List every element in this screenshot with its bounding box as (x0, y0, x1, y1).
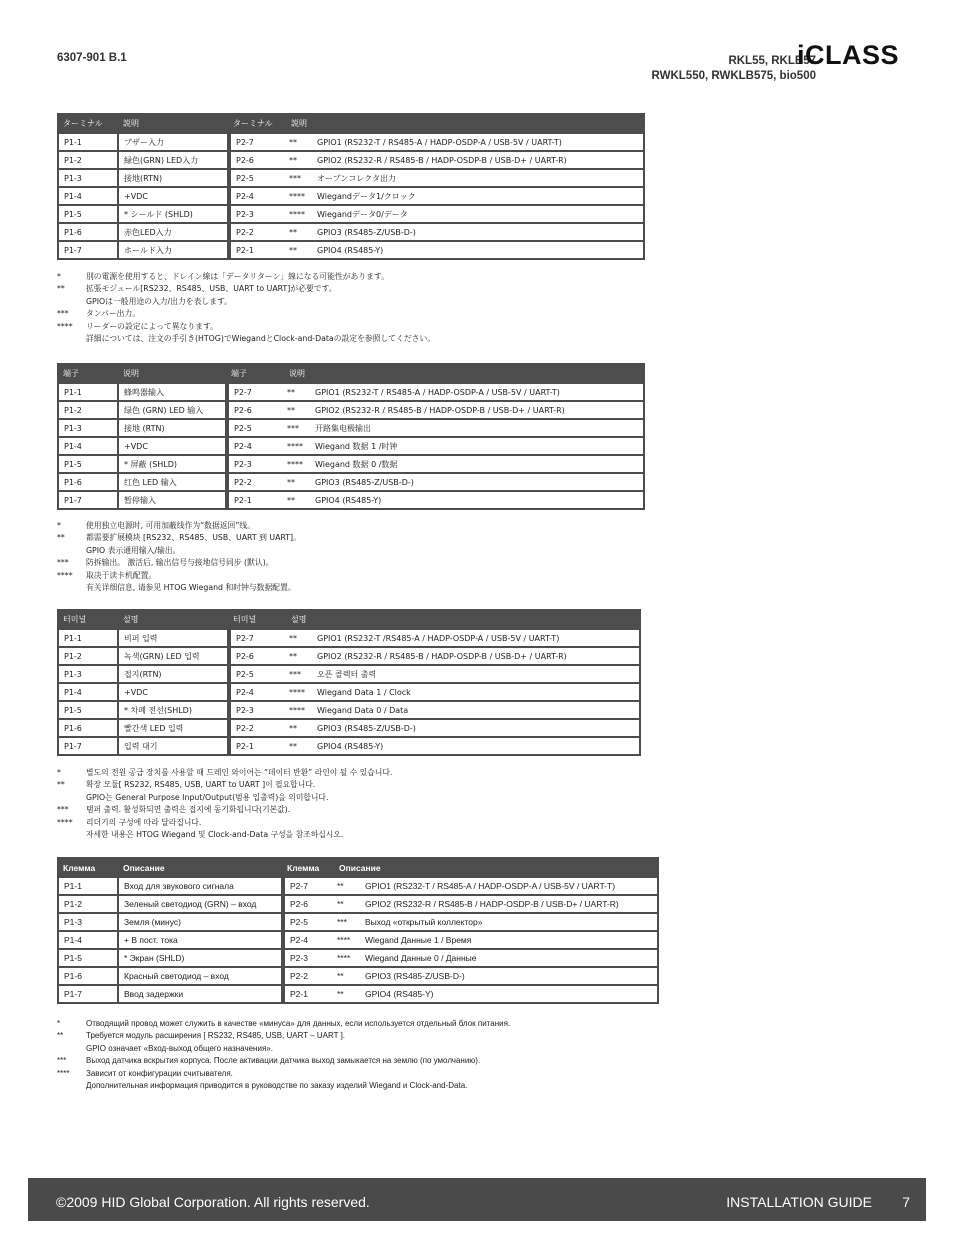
note-marker-cell: *** (283, 420, 305, 438)
model-line-2: RWKL550, RWKLB575, bio500 (651, 70, 816, 82)
table-row (57, 188, 645, 206)
note-marker-cell: **** (333, 932, 355, 950)
doc-id: 6307-901 B.1 (57, 52, 127, 64)
terminal-cell: P2-3 (225, 456, 283, 474)
terminal-cell: P1-2 (57, 896, 117, 914)
description-cell: 接地(RTN) (117, 170, 227, 188)
description-cell: 오픈 콜렉터 출력 (307, 666, 641, 684)
footnote-marker: **** (57, 817, 73, 827)
terminal-cell: P1-2 (57, 648, 117, 666)
terminal-cell: P1-1 (57, 134, 117, 152)
footnote (57, 271, 435, 283)
note-marker-cell: ** (333, 878, 355, 896)
column-header: Описание (339, 862, 381, 873)
footnote (57, 532, 301, 544)
description-cell: * 屏蔽 (SHLD) (117, 456, 225, 474)
terminal-cell: P1-2 (57, 152, 117, 170)
terminal-cell: P2-2 (281, 968, 333, 986)
guide-title: INSTALLATION GUIDE (726, 1194, 872, 1210)
description-cell: Wiegandデータ1/クロック (307, 188, 645, 206)
footnote-text: 詳細については、注文の手引き(HTOG)でWiegandとClock-and-Dataの設定を参照してください。 (86, 334, 436, 344)
footnote-text: Дополнительная информация приводится в руководстве по заказу изделий Wiegand и Clock-and-Data. (86, 1081, 468, 1091)
note-marker-cell: ** (285, 648, 307, 666)
footnote-text: Требуется модуль расширения [ RS232, RS485, USB, UART – UART ]. (86, 1031, 346, 1041)
table-row (57, 684, 641, 702)
model-line-1: RKL55, RKLB57 (728, 55, 816, 67)
footnote-marker: *** (57, 558, 69, 568)
terminal-cell: P2-1 (227, 738, 285, 756)
terminal-table-ko (57, 609, 641, 756)
terminal-cell: P1-7 (57, 242, 117, 260)
footnote (57, 817, 392, 829)
footnote (57, 1018, 510, 1030)
terminal-cell: P1-1 (57, 878, 117, 896)
footnote (57, 1068, 510, 1080)
table-header-row (57, 609, 641, 630)
footnote-marker: *** (57, 805, 69, 815)
note-marker-cell: ** (283, 402, 305, 420)
terminal-cell: P1-3 (57, 170, 117, 188)
table-row (57, 630, 641, 648)
footnote-marker: ** (57, 780, 65, 790)
description-cell: + В пост. тока (117, 932, 281, 950)
note-marker-cell: ** (285, 152, 307, 170)
terminal-cell: P2-5 (227, 170, 285, 188)
table-row (57, 402, 645, 420)
description-cell: GPIO2 (RS232-R / RS485-B / HADP-OSDP-B / USB-D+ / UART-R) (307, 648, 641, 666)
footnote-marker: **** (57, 570, 73, 580)
note-marker-cell: **** (283, 438, 305, 456)
description-cell: 녹색(GRN) LED 입력 (117, 648, 227, 666)
footnote-marker: *** (57, 309, 69, 319)
table-row (57, 242, 645, 260)
footnote (57, 582, 301, 594)
page-footer (28, 1178, 926, 1221)
terminal-cell: P1-7 (57, 492, 117, 510)
footnote-text: GPIO 表示通用输入/输出。 (86, 545, 181, 555)
footnote-text: 都需要扩展模块 [RS232、RS485、USB、UART 到 UART]。 (86, 533, 301, 543)
terminal-cell: P1-6 (57, 474, 117, 492)
footnote-marker (57, 1080, 86, 1092)
description-cell: ブザー入力 (117, 134, 227, 152)
description-cell: 红色 LED 输入 (117, 474, 225, 492)
table-row (57, 152, 645, 170)
terminal-cell: P2-2 (225, 474, 283, 492)
description-cell: * 차폐 전선(SHLD) (117, 702, 227, 720)
note-marker-cell: ** (333, 896, 355, 914)
description-cell: 蜂鸣器输入 (117, 384, 225, 402)
column-header: Клемма (63, 862, 96, 873)
footnote (57, 767, 392, 779)
footnote-text: 別の電源を使用すると、ドレイン線は「データリターン」線になる可能性があります。 (86, 272, 389, 281)
description-cell: ホールド入力 (117, 242, 227, 260)
table-row (57, 206, 645, 224)
terminal-cell: P2-4 (227, 684, 285, 702)
footnote-marker (57, 333, 86, 345)
footnote (57, 1030, 510, 1042)
column-header: 설명 (123, 615, 139, 624)
description-cell: Wiegand Data 1 / Clock (307, 684, 641, 702)
footnote-marker (57, 1043, 86, 1055)
table-header-row (57, 363, 645, 384)
description-cell: GPIO3 (RS485-Z/USB-D-) (307, 720, 641, 738)
footnote-marker: * (57, 1019, 61, 1028)
description-cell: GPIO1 (RS232-T /RS485-A / HADP-OSDP-A / USB-5V / UART-T) (307, 630, 641, 648)
description-cell: 빨간색 LED 입력 (117, 720, 227, 738)
terminal-cell: P2-4 (281, 932, 333, 950)
description-cell: Wiegand Данные 0 / Данные (355, 950, 659, 968)
description-cell: Выход «открытый коллектор» (355, 914, 659, 932)
note-marker-cell: ** (285, 224, 307, 242)
terminal-cell: P1-7 (57, 738, 117, 756)
footnote-text: Отводящий провод может служить в качестве «минуса» для данных, если используется отдельный блок питания. (86, 1019, 511, 1028)
footnote (57, 1080, 510, 1092)
footnote (57, 804, 392, 816)
terminal-cell: P1-3 (57, 914, 117, 932)
footnote-marker (57, 829, 86, 841)
note-marker-cell: ** (285, 630, 307, 648)
footnote (57, 1055, 510, 1067)
terminal-cell: P2-3 (227, 206, 285, 224)
description-cell: GPIO4 (RS485-Y) (307, 738, 641, 756)
table-row (57, 896, 659, 914)
description-cell: 接地 (RTN) (117, 420, 225, 438)
footnote (57, 296, 435, 308)
footnote-text: 자세한 내용은 HTOG Wiegand 및 Clock-and-Data 구성을 참조하십시오. (86, 830, 344, 840)
terminal-cell: P1-5 (57, 950, 117, 968)
footnote-marker: **** (57, 1068, 70, 1078)
table-row (57, 986, 659, 1004)
terminal-cell: P1-5 (57, 206, 117, 224)
terminal-table-ru (57, 857, 659, 1004)
column-header: 説明 (291, 119, 307, 128)
footnote-marker: ** (57, 533, 65, 543)
description-cell: +VDC (117, 684, 227, 702)
terminal-cell: P2-5 (225, 420, 283, 438)
terminal-cell: P1-5 (57, 702, 117, 720)
terminal-cell: P2-6 (281, 896, 333, 914)
footnote-text: 탬퍼 출력. 활성화되면 출력은 접지에 동기화됩니다(기본값). (86, 805, 291, 815)
description-cell: Ввод задержки (117, 986, 281, 1004)
description-cell: +VDC (117, 438, 225, 456)
description-cell: 비퍼 입력 (117, 630, 227, 648)
terminal-cell: P1-6 (57, 720, 117, 738)
description-cell: GPIO2 (RS232-R / RS485-B / HADP-OSDP-B / USB-D+ / UART-R) (307, 152, 645, 170)
terminal-cell: P1-3 (57, 666, 117, 684)
note-marker-cell: **** (285, 702, 307, 720)
footnotes-ja (57, 271, 435, 345)
description-cell: 입력 대기 (117, 738, 227, 756)
footnote-text: 리더기의 구성에 따라 달라집니다. (86, 817, 202, 827)
footnote (57, 333, 435, 345)
footnote-marker (57, 545, 86, 557)
footnote (57, 520, 301, 532)
page-number: 7 (902, 1194, 910, 1210)
terminal-cell: P1-4 (57, 438, 117, 456)
column-header: 터미널 (233, 615, 257, 624)
note-marker-cell: **** (285, 188, 307, 206)
table-row (57, 492, 645, 510)
description-cell: Wiegand 数据 1 /时钟 (305, 438, 645, 456)
terminal-cell: P2-7 (281, 878, 333, 896)
note-marker-cell: ** (283, 492, 305, 510)
terminal-cell: P2-2 (227, 720, 285, 738)
description-cell: Wiegandデータ0/データ (307, 206, 645, 224)
terminal-cell: P2-5 (227, 666, 285, 684)
description-cell: GPIO1 (RS232-T / RS485-A / HADP-OSDP-A / USB-5V / UART-T) (307, 134, 645, 152)
footnote-marker: *** (57, 1056, 67, 1066)
table-header-row (57, 857, 659, 878)
footnote (57, 308, 435, 320)
terminal-cell: P2-6 (227, 152, 285, 170)
footnote-text: 별도의 전원 공급 장치를 사용할 때 드레인 와이어는 “데이터 반환” 라인이 될 수 있습니다. (86, 768, 393, 777)
description-cell: GPIO4 (RS485-Y) (307, 242, 645, 260)
description-cell: Wiegand Data 0 / Data (307, 702, 641, 720)
footnote-text: GPIO는 General Purpose Input/Output(범용 입출력)을 의미합니다. (86, 792, 329, 802)
terminal-cell: P2-7 (227, 134, 285, 152)
table-row (57, 702, 641, 720)
footnote (57, 792, 392, 804)
table-row (57, 224, 645, 242)
note-marker-cell: ** (285, 738, 307, 756)
terminal-cell: P2-1 (227, 242, 285, 260)
terminal-cell: P1-2 (57, 402, 117, 420)
table-row (57, 474, 645, 492)
description-cell: Зеленый светодиод (GRN) – вход (117, 896, 281, 914)
table-row (57, 384, 645, 402)
column-header: ターミナル (63, 119, 103, 128)
description-cell: 绿色 (GRN) LED 输入 (117, 402, 225, 420)
description-cell: +VDC (117, 188, 227, 206)
column-header: 설명 (291, 615, 307, 624)
terminal-cell: P1-1 (57, 630, 117, 648)
footnote (57, 829, 392, 841)
terminal-cell: P2-1 (225, 492, 283, 510)
column-header: ターミナル (233, 119, 273, 128)
note-marker-cell: **** (283, 456, 305, 474)
description-cell: * Экран (SHLD) (117, 950, 281, 968)
footnote-text: リーダーの設定によって異なります。 (86, 321, 218, 331)
terminal-cell: P2-6 (225, 402, 283, 420)
terminal-cell: P2-5 (281, 914, 333, 932)
description-cell: GPIO2 (RS232-R / RS485-B / HADP-OSDP-B / USB-D+ / UART-R) (355, 896, 659, 914)
description-cell: 緑色(GRN) LED入力 (117, 152, 227, 170)
description-cell: Земля (минус) (117, 914, 281, 932)
description-cell: GPIO3 (RS485-Z/USB-D-) (307, 224, 645, 242)
terminal-cell: P1-1 (57, 384, 117, 402)
table-row (57, 738, 641, 756)
footnote-marker (57, 582, 86, 594)
description-cell: Wiegand Данные 1 / Время (355, 932, 659, 950)
description-cell: 赤色LED入力 (117, 224, 227, 242)
terminal-cell: P2-2 (227, 224, 285, 242)
note-marker-cell: ** (285, 720, 307, 738)
footnote-text: 拡張モジュール[RS232、RS485、USB、UART to UART]が必要です。 (86, 284, 337, 294)
footnote-text: 取决于读卡机配置。 (86, 570, 157, 580)
footnote-marker: * (57, 521, 61, 530)
note-marker-cell: ** (283, 384, 305, 402)
description-cell: Красный светодиод – вход (117, 968, 281, 986)
terminal-cell: P2-3 (281, 950, 333, 968)
footnote-text: Зависит от конфигурации считывателя. (86, 1068, 233, 1078)
footnote-text: 有关详细信息, 请参见 HTOG Wiegand 和时钟与数据配置。 (86, 583, 296, 593)
column-header: Клемма (287, 862, 320, 873)
table-row (57, 134, 645, 152)
note-marker-cell: **** (285, 206, 307, 224)
description-cell: オープンコレクタ出力 (307, 170, 645, 188)
terminal-table-zh (57, 363, 645, 510)
terminal-cell: P1-4 (57, 932, 117, 950)
description-cell: GPIO4 (RS485-Y) (355, 986, 659, 1004)
description-cell: GPIO3 (RS485-Z/USB-D-) (355, 968, 659, 986)
column-header: 说明 (289, 369, 305, 378)
footnotes-zh (57, 520, 301, 594)
terminal-cell: P2-1 (281, 986, 333, 1004)
table-row (57, 456, 645, 474)
footnote-marker: ** (57, 284, 65, 294)
footnote-text: 防拆输出。 激活后, 输出信号与接地信号同步 (默认)。 (86, 558, 274, 568)
footnote (57, 545, 301, 557)
terminal-cell: P1-6 (57, 224, 117, 242)
footnote (57, 779, 392, 791)
column-header: 説明 (123, 119, 139, 128)
column-header: 说明 (123, 369, 139, 378)
footnote (57, 1043, 510, 1055)
footnote-text: GPIOは一般用途の入力/出力を表します。 (86, 296, 232, 306)
table-row (57, 950, 659, 968)
footnote-marker: * (57, 768, 61, 777)
terminal-cell: P1-5 (57, 456, 117, 474)
table-row (57, 666, 641, 684)
copyright-text: ©2009 HID Global Corporation. All rights reserved. (56, 1194, 370, 1210)
footnote-marker: **** (57, 321, 73, 331)
footnote (57, 283, 435, 295)
terminal-cell: P2-7 (225, 384, 283, 402)
description-cell: Wiegand 数据 0 /数据 (305, 456, 645, 474)
description-cell: 접지(RTN) (117, 666, 227, 684)
note-marker-cell: ** (333, 968, 355, 986)
footnote (57, 570, 301, 582)
table-row (57, 420, 645, 438)
footnote (57, 321, 435, 333)
note-marker-cell: *** (333, 914, 355, 932)
footnote-marker: * (57, 272, 61, 281)
table-header-row (57, 113, 645, 134)
footnote-text: Выход датчика вскрытия корпуса. После активации датчика выход замыкается на землю (по умолчанию). (86, 1056, 481, 1066)
description-cell: GPIO3 (RS485-Z/USB-D-) (305, 474, 645, 492)
table-row (57, 914, 659, 932)
footnotes-ru (57, 1018, 510, 1092)
model-list (652, 54, 816, 84)
note-marker-cell: ** (283, 474, 305, 492)
terminal-table-ja (57, 113, 645, 260)
note-marker-cell: ** (333, 986, 355, 1004)
table-row (57, 932, 659, 950)
note-marker-cell: **** (333, 950, 355, 968)
footnote-text: GPIO означает «Вход-выход общего назначения». (86, 1043, 273, 1053)
terminal-cell: P1-6 (57, 968, 117, 986)
terminal-cell: P2-4 (225, 438, 283, 456)
terminal-cell: P2-4 (227, 188, 285, 206)
description-cell: GPIO2 (RS232-R / RS485-B / HADP-OSDP-B / USB-D+ / UART-R) (305, 402, 645, 420)
footnotes-ko (57, 767, 392, 841)
description-cell: 暂停输入 (117, 492, 225, 510)
description-cell: GPIO1 (RS232-T / RS485-A / HADP-OSDP-A / USB-5V / UART-T) (355, 878, 659, 896)
table-row (57, 968, 659, 986)
terminal-cell: P2-6 (227, 648, 285, 666)
brand-logo: iCLASS (797, 40, 900, 70)
footnote (57, 557, 301, 569)
column-header: 端子 (231, 369, 247, 378)
terminal-cell: P1-4 (57, 188, 117, 206)
description-cell: 开路集电极输出 (305, 420, 645, 438)
footnote-marker: ** (57, 1031, 64, 1041)
table-row (57, 720, 641, 738)
column-header: 터미널 (63, 615, 87, 624)
note-marker-cell: *** (285, 170, 307, 188)
column-header: 端子 (63, 369, 79, 378)
table-row (57, 438, 645, 456)
table-row (57, 878, 659, 896)
description-cell: * シールド (SHLD) (117, 206, 227, 224)
terminal-cell: P2-3 (227, 702, 285, 720)
note-marker-cell: *** (285, 666, 307, 684)
terminal-cell: P1-3 (57, 420, 117, 438)
note-marker-cell: **** (285, 684, 307, 702)
note-marker-cell: ** (285, 134, 307, 152)
footnote-marker (57, 792, 86, 804)
terminal-cell: P1-7 (57, 986, 117, 1004)
table-row (57, 170, 645, 188)
terminal-cell: P1-4 (57, 684, 117, 702)
table-row (57, 648, 641, 666)
footnote-text: タンパー出力。 (86, 309, 141, 319)
note-marker-cell: ** (285, 242, 307, 260)
footnote-marker (57, 296, 86, 308)
footnote-text: 使用独立电源时, 可用加蔽线作为“数据返回”线。 (86, 521, 255, 530)
description-cell: GPIO4 (RS485-Y) (305, 492, 645, 510)
footnote-text: 확장 모듈[ RS232, RS485, USB, UART to UART ]이 필요합니다. (86, 780, 316, 790)
column-header: Описание (123, 862, 165, 873)
description-cell: GPIO1 (RS232-T / RS485-A / HADP-OSDP-A / USB-5V / UART-T) (305, 384, 645, 402)
description-cell: Вход для звукового сигнала (117, 878, 281, 896)
terminal-cell: P2-7 (227, 630, 285, 648)
